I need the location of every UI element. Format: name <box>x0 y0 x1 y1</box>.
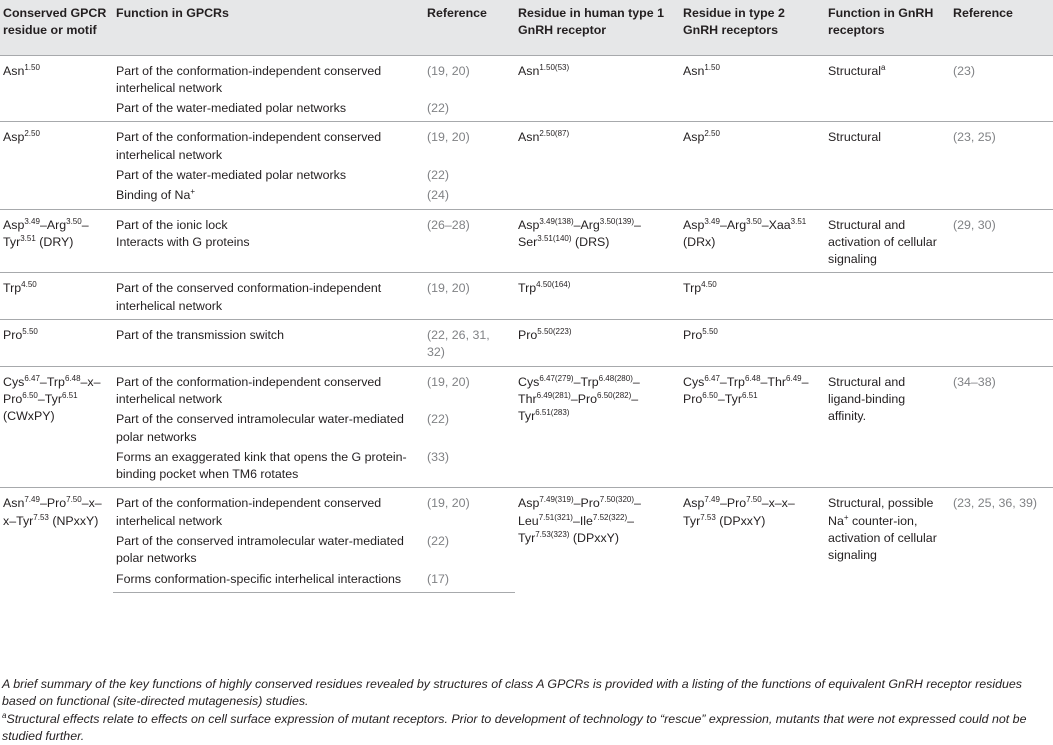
reference-cell: (19, 20) <box>424 55 515 97</box>
header-residue: Conserved GPCR residue or motif <box>3 6 107 38</box>
gnrh-function-cell: Structural, possible Na+ counter-ion, activation of cellular signaling <box>825 488 950 592</box>
type2-cell: Asp$^{7.49}$–Pro$^{7.50}$–x–x–Tyr$^{7.53}$ (DPxxY) <box>680 488 825 592</box>
function-cell: Part of the transmission switch <box>113 320 424 367</box>
function-cell: Forms conformation-specific interhelical interactions <box>113 568 424 593</box>
function-cell: Binding of Na+ <box>116 187 196 203</box>
reference-cell: (22) <box>427 101 450 116</box>
human-type1-cell: Asp$^{7.49(319)}$–Pro$^{7.50(320)}$–Leu$^{7.51(321)}$–Ile$^{7.52(322)}$–Tyr$^{7.53(323)}$ (DPxxY) <box>515 488 680 592</box>
function-cell: Part of the conformation-independent conserved interhelical network <box>113 366 424 408</box>
table-row <box>0 320 1053 367</box>
header-function-gnrh: Function in GnRH receptors <box>828 6 934 38</box>
table-row <box>0 366 1053 408</box>
type2-cell: Cys$^{6.47}$–Trp$^{6.48}$–Thr$^{6.49}$–Pro$^{6.50}$–Tyr$^{6.51}$ <box>680 366 825 488</box>
residue-cell: Cys$^{6.47}$–Trp$^{6.48}$–x–Pro$^{6.50}$–Tyr$^{6.51}$ (CWxPY) <box>0 366 113 488</box>
human-type1-cell: Cys$^{6.47(279)}$–Trp$^{6.48(280)}$–Thr$^{6.49(281)}$–Pro$^{6.50(282)}$–Tyr$^{6.51(283)}$ <box>515 366 680 488</box>
gnrh-function-cell: Structural <box>825 122 950 209</box>
reference-cell: (19, 20) <box>424 273 515 320</box>
gnrh-function-cell: Structural and ligand-binding affinity. <box>825 366 950 488</box>
footnote-a-text: Structural effects relate to effects on cell surface expression of mutant receptors. Prior to development of technology to “rescue” expression, mutants that were not expressed could not be studied further. <box>2 712 1027 743</box>
residue-cell: Asp$^{2.50}$ <box>0 122 113 209</box>
gnrh-reference-cell: (23) <box>950 55 1053 122</box>
header-row <box>0 0 1053 55</box>
reference-cell: (19, 20) <box>424 122 515 164</box>
reference-cell: (19, 20) <box>424 366 515 408</box>
residue-cell: Trp$^{4.50}$ <box>0 273 113 320</box>
reference-cell: (26–28) <box>424 209 515 273</box>
residue-cell: Asn$^{7.49}$–Pro$^{7.50}$–x–x–Tyr$^{7.53}$ (NPxxY) <box>0 488 113 592</box>
table-row <box>0 488 1053 530</box>
gnrh-reference-cell: (29, 30) <box>950 209 1053 273</box>
reference-cell: (22) <box>427 412 450 427</box>
table-row <box>0 273 1053 320</box>
table-body <box>0 55 1053 592</box>
table-footnote-summary: A brief summary of the key functions of highly conserved residues revealed by structures of class A GPCRs is provided with a listing of the functions of equivalent GnRH receptor residues based on functional (site-directed mutagenesis) studies. <box>2 677 1022 708</box>
reference-cell: (24) <box>427 188 450 203</box>
header-gnrh-reference: Reference <box>953 6 1013 20</box>
reference-cell: (22) <box>427 534 450 549</box>
type2-cell: Trp$^{4.50}$ <box>680 273 825 320</box>
function-cell: Part of the conserved intramolecular water-mediated polar networks <box>116 534 404 566</box>
gnrh-reference-cell: (34–38) <box>950 366 1053 488</box>
type2-cell: Asp$^{3.49}$–Arg$^{3.50}$–Xaa$^{3.51}$ (DRx) <box>680 209 825 273</box>
human-type1-cell: Asp$^{3.49(138)}$–Arg$^{3.50(139)}$–Ser$^{3.51(140)}$ (DRS) <box>515 209 680 273</box>
residue-cell: Asn$^{1.50}$ <box>0 55 113 122</box>
function-cell: Forms an exaggerated kink that opens the G protein-binding pocket when TM6 rotates <box>116 449 407 482</box>
function-cell: Part of the ionic lock Interacts with G proteins <box>113 209 424 273</box>
human-type1-cell: Pro$^{5.50(223)}$ <box>515 320 680 367</box>
function-cell: Part of the water-mediated polar networks <box>116 167 347 182</box>
gnrh-reference-cell: (23, 25) <box>950 122 1053 209</box>
reference-cell: (33) <box>427 449 450 464</box>
function-cell: Part of the conserved conformation-independent interhelical network <box>113 273 424 320</box>
type2-cell: Asp$^{2.50}$ <box>680 122 825 209</box>
header-function-gpcr: Function in GPCRs <box>116 6 229 20</box>
header-type2: Residue in type 2 GnRH receptors <box>683 6 785 38</box>
table-footnote-a <box>2 711 1052 745</box>
table-row <box>0 55 1053 97</box>
gnrh-function-cell <box>825 320 950 367</box>
function-cell: Part of the conformation-independent conserved interhelical network <box>113 488 424 530</box>
footnote-marker: a <box>2 711 7 720</box>
function-cell: Part of the water-mediated polar networks <box>116 101 347 116</box>
gnrh-function-cell: Structural and activation of cellular signaling <box>825 209 950 273</box>
human-type1-cell: Asn$^{2.50(87)}$ <box>515 122 680 209</box>
gnrh-reference-cell <box>950 273 1053 320</box>
function-cell: Part of the conformation-independent conserved interhelical network <box>113 122 424 164</box>
type2-cell: Asn$^{1.50}$ <box>680 55 825 122</box>
gnrh-function-cell: Structural$^a$ <box>825 55 950 122</box>
human-type1-cell: Trp$^{4.50(164)}$ <box>515 273 680 320</box>
reference-cell: (17) <box>424 568 515 593</box>
gnrh-reference-cell <box>950 320 1053 367</box>
reference-cell: (22) <box>427 167 450 182</box>
header-human-type1: Residue in human type 1 GnRH receptor <box>518 6 664 38</box>
human-type1-cell: Asn$^{1.50(53)}$ <box>515 55 680 122</box>
function-cell: Part of the conformation-independent conserved interhelical network <box>113 55 424 97</box>
header-reference: Reference <box>427 6 487 20</box>
table-row <box>0 209 1053 273</box>
type2-cell: Pro$^{5.50}$ <box>680 320 825 367</box>
table-row <box>0 122 1053 164</box>
residue-cell: Pro$^{5.50}$ <box>0 320 113 367</box>
reference-cell: (22, 26, 31, 32) <box>424 320 515 367</box>
gnrh-function-cell <box>825 273 950 320</box>
gnrh-reference-cell: (23, 25, 36, 39) <box>950 488 1053 592</box>
function-cell: Part of the conserved intramolecular water-mediated polar networks <box>116 412 404 444</box>
reference-cell: (19, 20) <box>424 488 515 530</box>
residue-cell: Asp$^{3.49}$–Arg$^{3.50}$–Tyr$^{3.51}$ (DRY) <box>0 209 113 273</box>
